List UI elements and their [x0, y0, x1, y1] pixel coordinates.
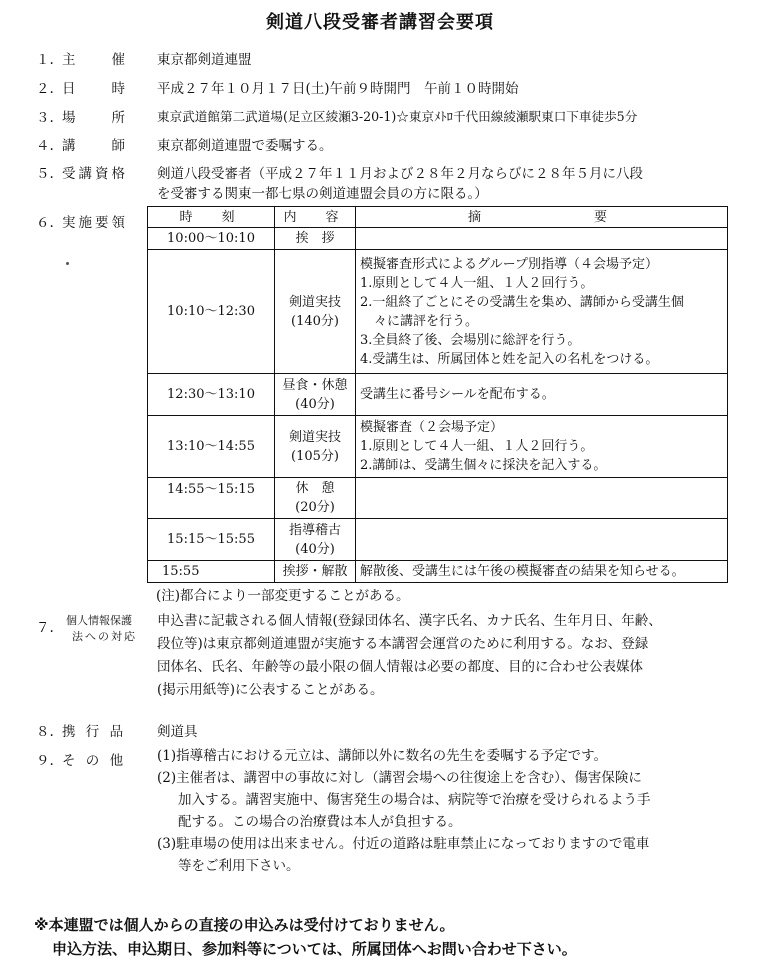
other-line: 加入する。講習実施中、傷害発生の場合は、病院等で治療を受けられるよう手 — [178, 792, 651, 808]
item-value: 東京都剣道連盟で委嘱する。 — [157, 138, 333, 154]
column-header-summary: 摘 要 — [356, 207, 728, 228]
other-line: 配する。この場合の治療費は本人が負担する。 — [178, 814, 462, 830]
item-value: 平成２７年１０月１７日(土)午前９時開門 午前１０時開始 — [157, 81, 519, 97]
summary-line: 3.全員終了後、会場別に総評を行う。 — [360, 332, 581, 348]
content-line: (20分) — [295, 500, 335, 515]
item-value: 東京都剣道連盟 — [157, 52, 252, 68]
item-label: 日 時 — [62, 81, 128, 97]
item-number: ２. — [36, 81, 54, 97]
content-line: (105分) — [291, 448, 339, 464]
item-label: 受講資格 — [62, 166, 128, 182]
item-number: ４. — [36, 138, 54, 154]
content-cell — [275, 250, 356, 374]
table-row — [148, 416, 728, 478]
item-number: １. — [36, 52, 54, 68]
time-cell: 10:10〜12:30 — [148, 250, 275, 374]
other-line: 等をご利用下さい。 — [178, 858, 300, 874]
privacy-label-line: 個人情報保護 — [66, 614, 132, 627]
content-cell — [275, 561, 356, 583]
summary-cell — [356, 416, 728, 478]
item-number: ７. — [36, 620, 54, 636]
time-cell: 10:00〜10:10 — [148, 228, 275, 250]
table-row — [148, 519, 728, 561]
table-row — [148, 374, 728, 416]
summary-line: 々に講評を行う。 — [374, 313, 479, 329]
summary-line: 2.一組終了ごとにその受講生を集め、講師から受講生個 — [360, 294, 684, 310]
content-line: 剣道実技 — [288, 294, 341, 310]
schedule-note: (注)都合により一部変更することがある。 — [156, 588, 410, 604]
summary-cell — [356, 519, 728, 561]
privacy-line: 団体名、氏名、年齢等の最小限の個人情報は必要の都度、目的に合わせ公表媒体 — [157, 659, 643, 675]
summary-line: 1.原則として４人一組、１人２回行う。 — [360, 439, 594, 454]
column-header-content: 内 容 — [275, 207, 356, 228]
time-cell: 15:55 — [148, 561, 275, 583]
content-cell — [275, 374, 356, 416]
content-line: (40分) — [295, 541, 335, 557]
page-title: 剣道八段受審者講習会要項 — [266, 12, 494, 33]
content-line: 休 憩 — [295, 481, 335, 496]
summary-line: 受講生に番号シールを配布する。 — [360, 387, 555, 402]
summary-cell — [356, 228, 728, 250]
footer-contact: 申込方法、申込期日、参加料等については、所属団体へお問い合わせ下さい。 — [52, 940, 577, 958]
item-label: 講 師 — [62, 138, 128, 154]
summary-cell — [356, 374, 728, 416]
summary-line: 模擬審査（２会場予定） — [360, 420, 504, 435]
time-cell: 13:10〜14:55 — [148, 416, 275, 478]
privacy-label-line: 法への対応 — [72, 630, 137, 643]
table-row — [148, 478, 728, 519]
time-cell: 15:15〜15:55 — [148, 519, 275, 561]
privacy-line: 申込書に記載される個人情報(登録団体名、漢字氏名、カナ氏名、生年月日、年齢、 — [157, 613, 662, 629]
summary-cell — [356, 561, 728, 583]
summary-line: 1.原則として４人一組、１人２回行う。 — [360, 275, 594, 291]
item-value-line: を受審する関東一都七県の剣道連盟会員の方に限る。） — [157, 186, 488, 202]
content-line: 昼食・休憩 — [282, 377, 348, 393]
item-number: ６. — [36, 215, 54, 231]
time-cell: 12:30〜13:10 — [148, 374, 275, 416]
item-label: 携 行 品 — [62, 724, 127, 740]
content-cell — [275, 416, 356, 478]
privacy-label — [66, 613, 137, 645]
column-header-time: 時 刻 — [148, 207, 275, 228]
scan-speck — [66, 262, 69, 265]
summary-line: 模擬審査形式によるグループ別指導（４会場予定） — [360, 256, 658, 272]
privacy-line: 段位等)は東京都剣道連盟が実施する本講習会運営のために利用する。なお、登録 — [157, 636, 649, 652]
content-cell — [275, 228, 356, 250]
content-line: 指導稽古 — [288, 522, 341, 538]
other-line: (2)主催者は、講習中の事故に対し（講習会場への往復途上を含む）、傷害保険に — [157, 770, 642, 786]
privacy-line: (掲示用紙等)に公表することがある。 — [157, 682, 384, 698]
summary-cell — [356, 250, 728, 374]
content-line: 剣道実技 — [288, 429, 341, 445]
privacy-paragraph — [157, 610, 727, 702]
summary-line: 解散後、受講生には午後の模擬審査の結果を知らせる。 — [360, 564, 685, 579]
other-line: (1)指導稽古における元立は、講師以外に数名の先生を委嘱する予定です。 — [157, 748, 608, 764]
item-value-line: 剣道八段受審者（平成２７年１１月および２８年２月ならびに２８年５月に八段 — [157, 166, 643, 182]
content-cell — [275, 478, 356, 519]
summary-cell — [356, 478, 728, 519]
table-row — [148, 228, 728, 250]
item-number: ９. — [36, 753, 54, 769]
footer-notice: ※本連盟では個人からの直接の申込みは受付けておりません。 — [34, 916, 455, 934]
content-line: 挨拶・解散 — [282, 564, 348, 579]
content-line: 挨 拶 — [295, 231, 335, 246]
summary-line: 4.受講生は、所属団体と姓を記入の名札をつける。 — [360, 351, 659, 367]
item-value: 東京武道館第二武道場(足立区綾瀬3-20-1)☆東京ﾒﾄﾛ千代田線綾瀬駅東口下車徒歩5分 — [157, 109, 638, 124]
item-value: 剣道具 — [157, 724, 198, 740]
table-row — [148, 250, 728, 374]
table-row — [148, 561, 728, 583]
schedule-table — [147, 206, 728, 583]
summary-line: 2.講師は、受講生個々に採決を記入する。 — [360, 458, 607, 473]
item-number: ５. — [36, 166, 54, 182]
item-label: 実施要領 — [62, 215, 128, 231]
item-number: ３. — [36, 110, 54, 126]
item-label: 場 所 — [62, 110, 128, 126]
content-cell — [275, 519, 356, 561]
item-label: そ の 他 — [62, 753, 127, 769]
item-label: 主 催 — [62, 52, 128, 68]
other-line: (3)駐車場の使用は出来ません。付近の道路は駐車禁止になっておりますので電車 — [157, 836, 650, 852]
table-header-row — [148, 207, 728, 228]
content-line: (40分) — [295, 396, 335, 412]
time-cell: 14:55〜15:15 — [148, 478, 275, 519]
item-number: ８. — [36, 724, 54, 740]
content-line: (140分) — [291, 313, 339, 329]
